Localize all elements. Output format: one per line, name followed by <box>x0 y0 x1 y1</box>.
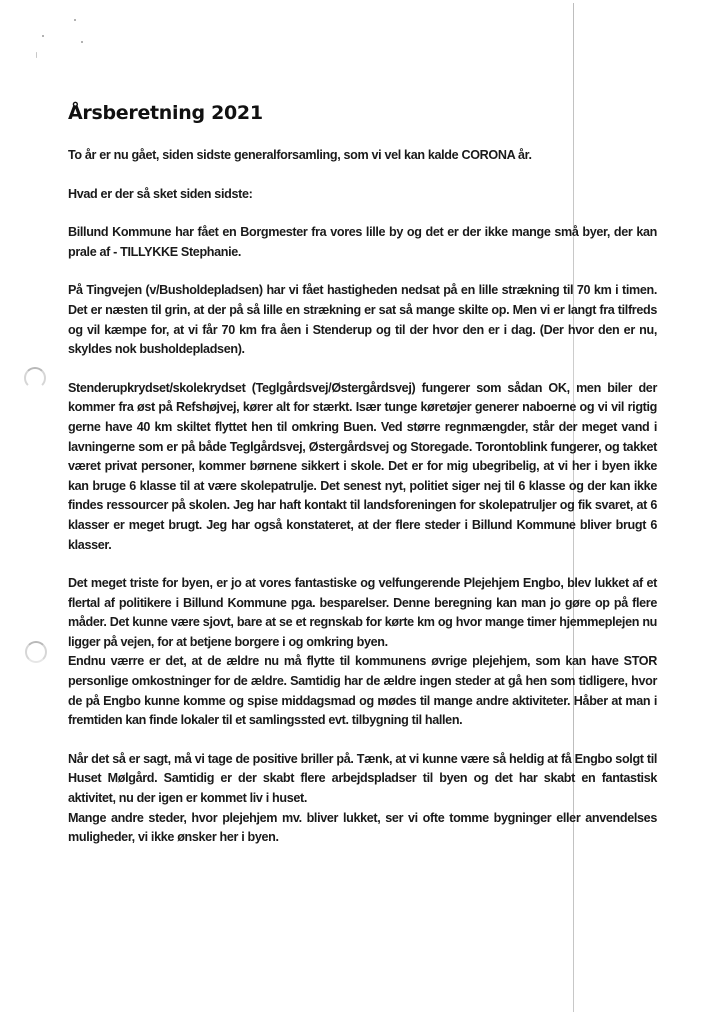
paragraph-stenderupkrydset: Stenderupkrydset/skolekrydset (Teglgårdsvej/Østergårdsvej) fungerer som sådan OK, men biler der kommer fra øst på Refshøjvej, kører alt for stærkt. Især tunge køretøjer generer naboerne og vi vil rigtig gerne have 40 km skiltet flyttet hen til omkring Buen. Ved større regnmængder, står der meget vand i lavningerne som er på både Teglgårdsvej, Østergårdsvej og Storegade. Torontoblink fungerer, og takket været privat personer, kommer børnene sikkert i skole. Det er for mig ubegribelig, at vi her i byen ikke kan bruge 6 klasse til at være skolepatrulje. Det senest nyt, politiet siger nej til 6 klasse og der kan ikke findes ressourcer på skolen. Jeg har haft kontakt til landsforeningen for skolepatruljer og fik svaret, at 6 klasser er meget brugt. Jeg har også konstateret, at der flere steder i Billund Kommune bliver brugt 6 klasser. <box>68 380 657 552</box>
document-title: Årsberetning 2021 <box>68 102 263 124</box>
punch-hole-mark <box>25 641 47 663</box>
document-body <box>68 146 657 848</box>
scan-speck <box>74 19 76 21</box>
scan-speck <box>36 52 37 58</box>
paragraph-mayor: Billund Kommune har fået en Borgmester fra vores lille by og det er der ikke mange små byer, der kan prale af - TILLYKKE Stephanie. <box>68 225 657 259</box>
paragraph-andre-steder: Mange andre steder, hvor plejehjem mv. bliver lukket, ser vi ofte tomme bygninger eller anvendelses muligheder, vi ikke ønsker her i byen. <box>68 810 657 845</box>
punch-hole-mark <box>24 367 46 389</box>
paragraph-intro: To år er nu gået, siden sidste generalforsamling, som vi vel kan kalde CORONA år. <box>68 148 532 162</box>
paragraph-positive: Når det så er sagt, må vi tage de positive briller på. Tænk, at vi kunne være så heldig at få Engbo solgt til Huset Mølgård. Samtidig er der skabt flere arbejdspladser til byen og det har skabt en fantastisk aktivitet, nu der igen er kommet liv i huset. <box>68 751 657 806</box>
paragraph-subheading: Hvad er der så sket siden sidste: <box>68 186 253 201</box>
scan-speck <box>81 41 83 43</box>
paragraph-tingvejen: På Tingvejen (v/Busholdepladsen) har vi fået hastigheden nedsat på en lille strækning til 70 km i timen. Det er næsten til grin, at der på så lille en strækning er sat så mange skilte op. Men vi er langt fra tilfreds og vil kæmpe for, at vi får 70 km fra åen i Stenderup og til der hvor den er i dag. (Der hvor den er nu, skyldes nok busholdepladsen). <box>68 283 657 357</box>
paragraph-plejehjem-engbo: Det meget triste for byen, er jo at vores fantastiske og velfungerende Plejehjem Engbo, blev lukket af et flertal af politikere i Billund Kommune pga. besparelser. Denne beregning kan man jo gøre op på flere måder. Det kunne være sjovt, bare at se et regnskab for kørte km og hvor mange timer hjemmeplejen nu ligger på vejen, for at betjene borgere i og omkring byen. <box>68 576 657 649</box>
paragraph-aeldre: Endnu værre er det, at de ældre nu må flytte til kommunens øvrige plejehjem, som kan have STOR personlige omkostninger for de ældre. Samtidig har de ældre ingen steder at gå hen som tidligere, hvor de på Engbo kunne komme og spise middagsmad og mødes til mange andre aktiviteter. Håber at man i fremtiden kan finde lokaler til et samlingssted evt. tilbygning til hallen. <box>68 654 657 728</box>
scan-speck <box>42 35 44 37</box>
